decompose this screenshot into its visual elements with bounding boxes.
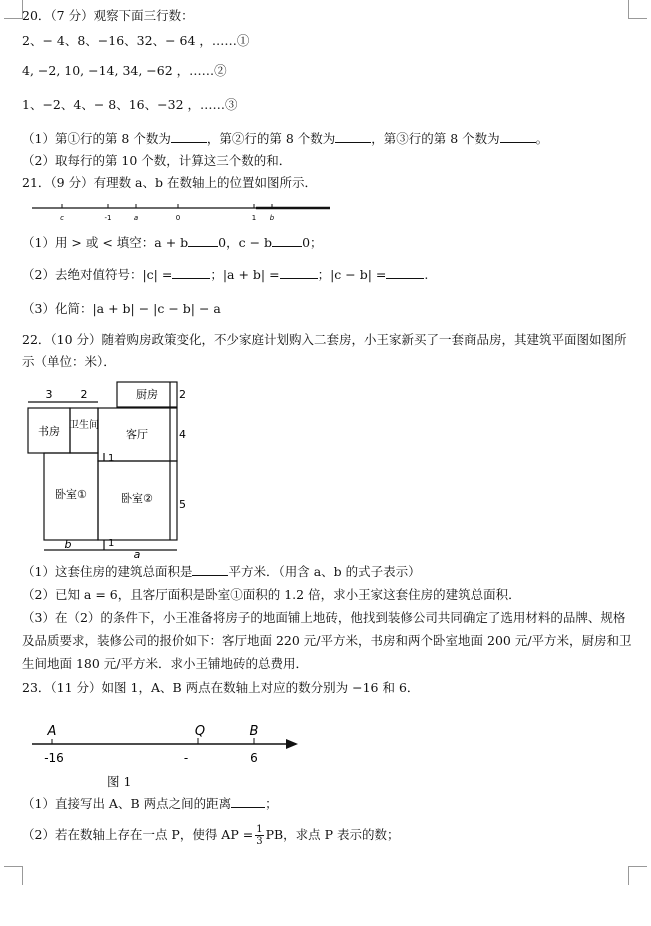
fraction-denominator: 3 — [256, 836, 263, 847]
dim-label-5: 5 — [179, 498, 186, 511]
q21-part-1 — [22, 234, 323, 252]
q20-part-2: （2）取每行的第 10 个数，计算这三个数的和． — [22, 153, 292, 168]
q21-p2-text-d: . — [424, 267, 429, 282]
axis-label-c: c — [60, 214, 64, 222]
label-point-q: Q — [194, 724, 206, 739]
q22-p1-text-a: （1）这套住房的建筑总面积是 — [22, 564, 193, 579]
q21-number-line — [30, 198, 335, 226]
q23-p2-text-b: PB，求点 P 表示的数； — [265, 827, 400, 842]
q22-heading-line-2: 示（单位：米）． — [22, 354, 116, 369]
answer-blank[interactable] — [188, 234, 218, 247]
label-bedroom-1: 卧室① — [55, 488, 87, 501]
answer-blank[interactable] — [231, 795, 265, 808]
label-bedroom-2: 卧室② — [121, 492, 153, 505]
crop-mark-bottom-left — [4, 866, 23, 885]
q21-part-3: （3）化简：|a + b| − |c − b| − a — [22, 301, 221, 316]
label-study: 书房 — [38, 425, 60, 438]
label-bathroom — [69, 418, 99, 431]
dim-label-1-lower: 1 — [108, 538, 115, 549]
q22-heading-line-1: 22．（10 分）随着购房政策变化，不少家庭计划购入二套房，小王家新买了一套商品房，其建筑平面图如图所 — [22, 332, 627, 347]
fraction-one-third — [255, 824, 263, 847]
q23-p1-text-a: （1）直接写出 A、B 两点之间的距离 — [22, 796, 232, 811]
label-point-a: A — [47, 724, 57, 739]
answer-blank[interactable] — [272, 234, 302, 247]
axis-label-b: b — [269, 214, 275, 222]
q21-p2-text-b: ；|a + b| = — [210, 267, 280, 282]
crop-mark-top-left — [4, 0, 23, 19]
q21-p2-text-a: （2）去绝对值符号：|c| = — [22, 267, 173, 282]
axis-label-1: 1 — [251, 214, 257, 222]
answer-blank[interactable] — [192, 563, 228, 576]
answer-blank[interactable] — [171, 130, 207, 143]
axis-label-minus-1: -1 — [104, 214, 112, 222]
q21-part-2 — [22, 266, 428, 284]
q22-part-3-line-2: 及品质要求，装修公司的报价如下：客厅地面 220 元/平方米，书房和两个卧室地面 200 元/平方米，厨房和卫 — [22, 633, 632, 648]
answer-blank[interactable] — [172, 266, 210, 279]
q20-row-3: 1、−2、4、− 8、16、−32 ，……③ — [22, 97, 238, 112]
dim-label-2: 2 — [80, 388, 88, 401]
q22-part-2: （2）已知 a = 6，且客厅面积是卧室①面积的 1.2 倍，求小王家这套住房的建筑总面积． — [22, 587, 521, 602]
q21-p1-text-c: 0； — [302, 235, 323, 250]
q22-part-1 — [22, 563, 421, 581]
q23-heading: 23．（11 分）如图 1，A、B 两点在数轴上对应的数分别为 −16 和 6． — [22, 680, 420, 695]
dim-label-b: b — [64, 538, 72, 551]
crop-mark-bottom-right — [628, 866, 647, 885]
label-minus-16: -16 — [44, 751, 64, 765]
q21-heading: 21．（9 分）有理数 a、b 在数轴上的位置如图所示． — [22, 175, 317, 190]
dim-label-a: a — [133, 548, 141, 558]
answer-blank[interactable] — [386, 266, 424, 279]
figure-1-caption: 图 1 — [107, 774, 132, 789]
q23-part-2 — [22, 824, 400, 847]
crop-mark-top-right — [628, 0, 647, 19]
axis-label-0: 0 — [175, 214, 181, 222]
q20-p1-text-d: 。 — [535, 131, 549, 146]
label-kitchen: 厨房 — [136, 388, 158, 401]
q23-part-1 — [22, 795, 278, 813]
fraction-numerator: 1 — [256, 824, 263, 835]
q21-p1-text-b: 0，c − b — [218, 235, 273, 250]
q20-p1-text-a: （1）第①行的第 8 个数为 — [22, 131, 171, 146]
axis-label-a: a — [133, 214, 139, 222]
q20-p1-text-c: ，第③行的第 8 个数为 — [371, 131, 500, 146]
q23-p2-text-a: （2）若在数轴上存在一点 P，使得 AP = — [22, 827, 254, 842]
answer-blank[interactable] — [500, 130, 536, 143]
label-dash: - — [183, 751, 189, 765]
q20-row-2: 4, −2, 10, −14, 34, −62 ，……② — [22, 63, 227, 78]
q23-number-line-figure — [28, 716, 308, 772]
floor-plan-figure — [22, 378, 187, 558]
q22-part-3-line-1: （3）在（2）的条件下，小王准备将房子的地面铺上地砖，他找到装修公司共同确定了选用材料的品牌、规格 — [22, 610, 626, 625]
label-bathroom-text: 卫生间 — [69, 420, 99, 431]
q22-p1-text-b: 平方米．（用含 a、b 的式子表示） — [228, 564, 421, 579]
q20-heading: 20．（7 分）观察下面三行数： — [22, 8, 194, 23]
dim-label-4: 4 — [179, 428, 186, 441]
q21-p1-text-a: （1）用 > 或 < 填空：a + b — [22, 235, 189, 250]
label-6: 6 — [250, 751, 258, 765]
q22-part-3-line-3: 生间地面 180 元/平方米．求小王铺地砖的总费用． — [22, 656, 309, 671]
q23-p1-text-b: ； — [265, 796, 278, 811]
q20-row-1: 2、− 4、8、−16、32、− 64 ，……① — [22, 33, 250, 48]
answer-blank[interactable] — [280, 266, 318, 279]
dim-label-2-right: 2 — [179, 388, 186, 401]
q20-p1-text-b: ，第②行的第 8 个数为 — [206, 131, 336, 146]
q21-p2-text-c: ；|c − b| = — [317, 267, 387, 282]
dim-label-3: 3 — [45, 388, 53, 401]
answer-blank[interactable] — [335, 130, 371, 143]
dim-label-1-upper: 1 — [108, 453, 115, 464]
label-living: 客厅 — [126, 428, 148, 441]
q20-part-1 — [22, 130, 548, 148]
label-point-b: B — [249, 724, 259, 739]
